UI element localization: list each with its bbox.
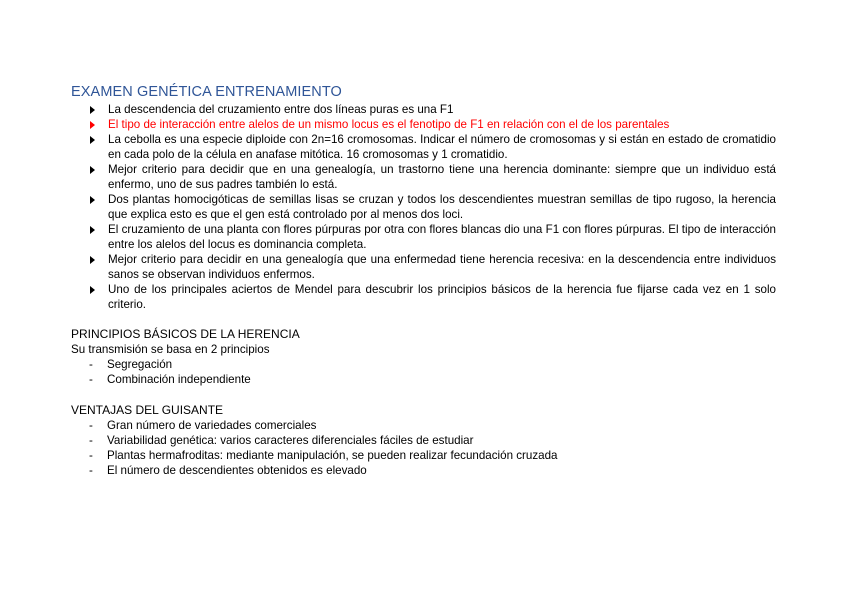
triangle-bullet-icon xyxy=(90,166,95,174)
list-item xyxy=(71,448,771,463)
section-principios xyxy=(71,327,771,387)
dash-bullet: - xyxy=(89,419,93,432)
triangle-bullet-icon xyxy=(90,196,95,204)
list-item xyxy=(90,132,776,162)
list-item-text: El tipo de interacción entre alelos de un mismo locus es el fenotipo de F1 en relación con el de los parentales xyxy=(108,118,670,131)
list-item xyxy=(90,252,776,282)
triangle-bullet-icon xyxy=(90,136,95,144)
list-item-text: Mejor criterio para decidir en una genealogía que una enfermedad tiene herencia recesiva: en la descendencia entre individuos sanos se observan individuos enfermos. xyxy=(108,253,776,281)
advantages-list xyxy=(71,418,771,478)
dash-bullet: - xyxy=(89,434,93,447)
triangle-bullet-icon xyxy=(90,121,95,129)
list-item xyxy=(71,357,771,372)
section-heading: PRINCIPIOS BÁSICOS DE LA HERENCIA xyxy=(71,327,300,341)
list-item xyxy=(90,192,776,222)
triangle-bullet-icon xyxy=(90,256,95,264)
dash-bullet: - xyxy=(89,464,93,477)
list-item-text: Dos plantas homocigóticas de semillas lisas se cruzan y todos los descendientes muestran semillas de tipo rugoso, la herencia que explica esto es que el gen está controlado por al menos dos loci. xyxy=(108,193,776,221)
list-item xyxy=(90,222,776,252)
list-item-text: El cruzamiento de una planta con flores púrpuras por otra con flores blancas dio una F1 con flores púrpuras. El tipo de interacción entre los alelos del locus es dominancia completa. xyxy=(108,223,776,251)
section-heading: VENTAJAS DEL GUISANTE xyxy=(71,403,224,417)
page-title: EXAMEN GENÉTICA ENTRENAMIENTO xyxy=(71,84,342,100)
dash-bullet: - xyxy=(89,358,93,371)
list-item-text: Combinación independiente xyxy=(107,373,251,386)
list-item-text: Mejor criterio para decidir que en una genealogía, un trastorno tiene una herencia dominante: siempre que un individuo está enfermo, uno de sus padres también lo está. xyxy=(108,163,776,191)
section-ventajas xyxy=(71,403,771,478)
section-intro: Su transmisión se basa en 2 principios xyxy=(71,343,270,356)
principles-list xyxy=(71,357,771,387)
list-item-text: La cebolla es una especie diploide con 2n=16 cromosomas. Indicar el número de cromosomas y si están en estado de cromatidio en cada polo de la célula en anafase mitótica. 16 cromosomas y 1 cromatidio. xyxy=(108,133,776,161)
dash-bullet: - xyxy=(89,373,93,386)
triangle-bullet-icon xyxy=(90,106,95,114)
list-item-text: Gran número de variedades comerciales xyxy=(107,419,317,432)
list-item-text: Plantas hermafroditas: mediante manipulación, se pueden realizar fecundación cruzada xyxy=(107,449,558,462)
list-item xyxy=(71,463,771,478)
list-item-text: La descendencia del cruzamiento entre dos líneas puras es una F1 xyxy=(108,103,454,116)
exam-question-list xyxy=(90,102,776,312)
list-item-text: Variabilidad genética: varios caracteres diferenciales fáciles de estudiar xyxy=(107,434,474,447)
list-item-text: Segregación xyxy=(107,358,173,371)
list-item xyxy=(90,102,776,117)
triangle-bullet-icon xyxy=(90,286,95,294)
list-item xyxy=(90,162,776,192)
triangle-bullet-icon xyxy=(90,226,95,234)
list-item xyxy=(90,282,776,312)
list-item xyxy=(71,433,771,448)
list-item xyxy=(71,372,771,387)
list-item-text: El número de descendientes obtenidos es elevado xyxy=(107,464,367,477)
list-item-highlighted xyxy=(90,117,776,132)
list-item xyxy=(71,418,771,433)
dash-bullet: - xyxy=(89,449,93,462)
list-item-text: Uno de los principales aciertos de Mendel para descubrir los principios básicos de la herencia fue fijarse cada vez en 1 solo criterio. xyxy=(108,283,776,311)
